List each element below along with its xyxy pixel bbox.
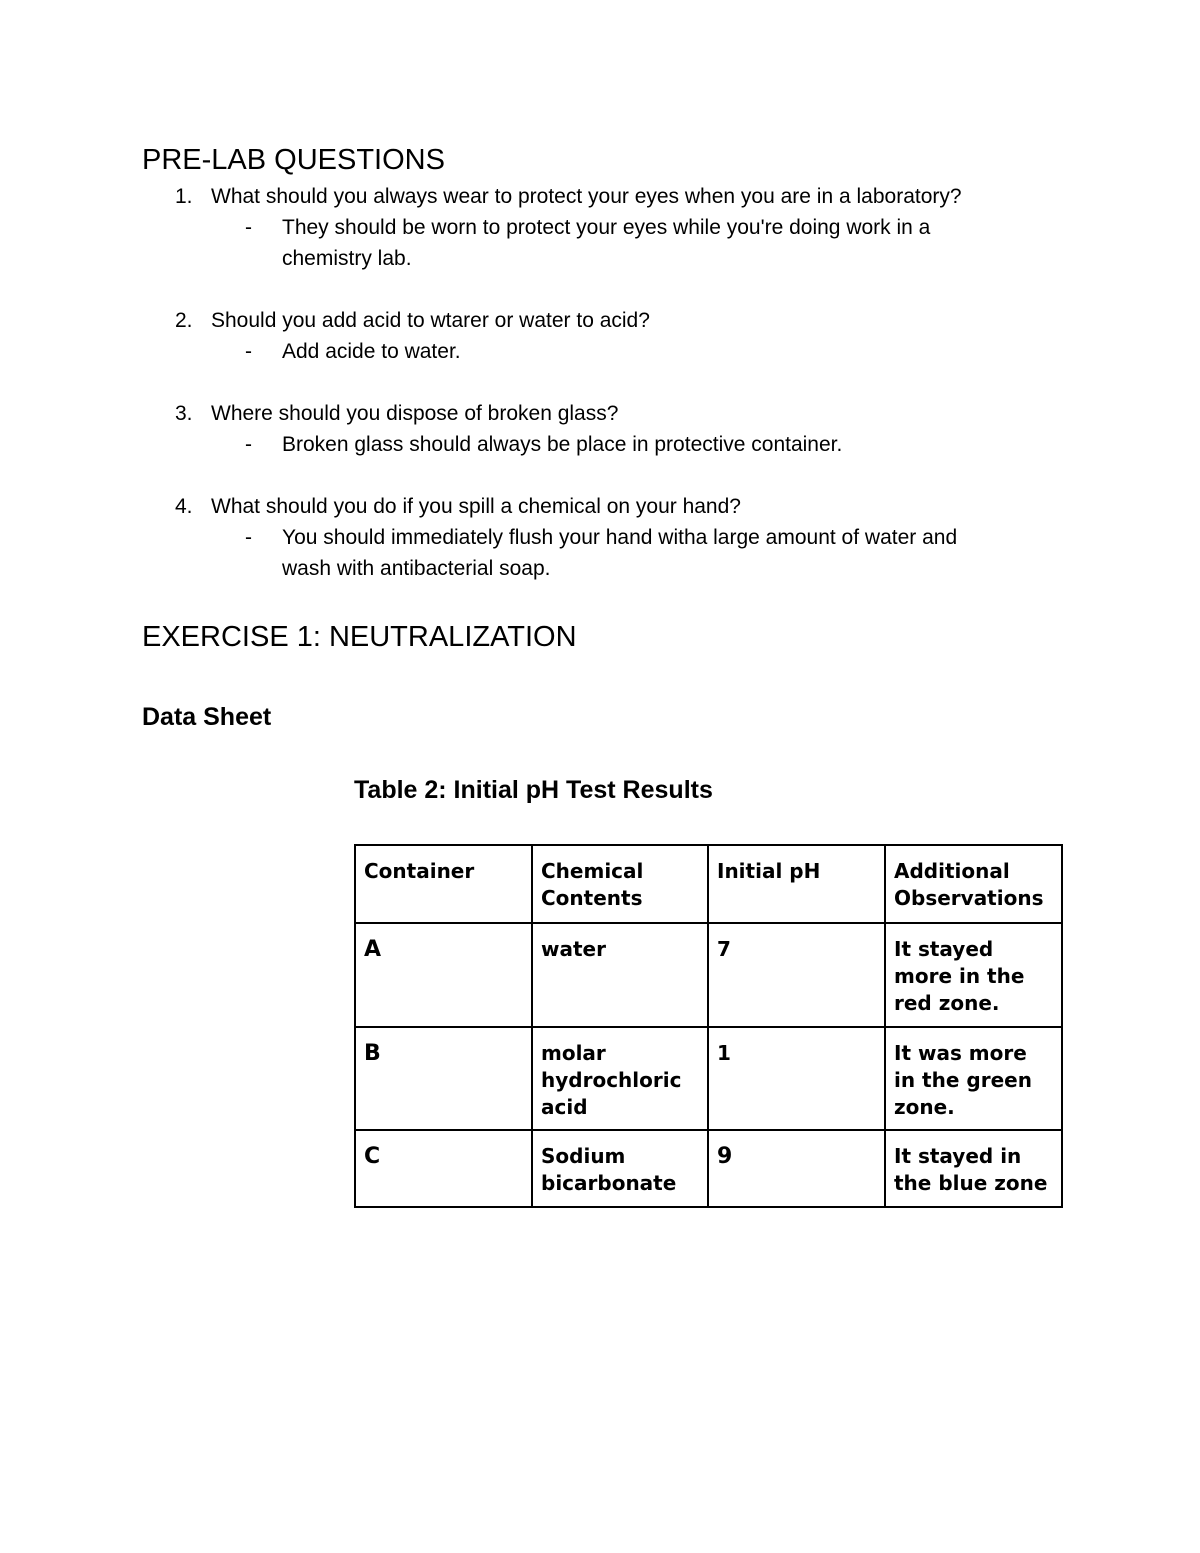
initial-ph-cell: 7 <box>708 923 885 1027</box>
observations-cell: It was more in the green zone. <box>885 1027 1062 1130</box>
chemical-contents-cell: Sodium bicarbonate <box>532 1130 708 1207</box>
chemical-contents-cell: water <box>532 923 708 1027</box>
observations-cell: It stayed in the blue zone <box>885 1130 1062 1207</box>
question-text: What should you always wear to protect your eyes when you are in a laboratory? <box>211 185 962 208</box>
answer-text: wash with antibacterial soap. <box>282 557 551 580</box>
question-text: Should you add acid to wtarer or water to acid? <box>211 309 650 332</box>
answer-dash: - <box>245 433 252 456</box>
answer-text: You should immediately flush your hand witha large amount of water and <box>282 526 958 549</box>
question-text: What should you do if you spill a chemical on your hand? <box>211 495 741 518</box>
header-container: Container <box>355 845 532 923</box>
table-row <box>355 1130 1062 1207</box>
container-cell: C <box>355 1130 532 1207</box>
container-cell: A <box>355 923 532 1027</box>
header-chemical-contents: Chemical Contents <box>532 845 708 923</box>
answer-text: chemistry lab. <box>282 247 412 270</box>
ph-results-table <box>354 844 1063 1208</box>
container-cell: B <box>355 1027 532 1130</box>
table-row <box>355 923 1062 1027</box>
answer-dash: - <box>245 216 252 239</box>
answer-text: They should be worn to protect your eyes while you're doing work in a <box>282 216 931 239</box>
header-initial-ph: Initial pH <box>708 845 885 923</box>
chemical-contents-cell: molar hydrochloric acid <box>532 1027 708 1130</box>
initial-ph-cell: 9 <box>708 1130 885 1207</box>
question-number: 4. <box>175 495 193 518</box>
question-number: 3. <box>175 402 193 425</box>
answer-text: Broken glass should always be place in protective container. <box>282 433 843 456</box>
initial-ph-cell: 1 <box>708 1027 885 1130</box>
answer-dash: - <box>245 526 252 549</box>
question-number: 1. <box>175 185 193 208</box>
answer-dash: - <box>245 340 252 363</box>
answer-text: Add acide to water. <box>282 340 461 363</box>
table-caption: Table 2: Initial pH Test Results <box>354 776 713 804</box>
question-number: 2. <box>175 309 193 332</box>
observations-cell: It stayed more in the red zone. <box>885 923 1062 1027</box>
question-text: Where should you dispose of broken glass? <box>211 402 619 425</box>
exercise-title: EXERCISE 1: NEUTRALIZATION <box>142 621 577 653</box>
prelab-title: PRE-LAB QUESTIONS <box>142 144 445 176</box>
table-row <box>355 1027 1062 1130</box>
table-header-row <box>355 845 1062 923</box>
header-additional-observations: Additional Observations <box>885 845 1062 923</box>
data-sheet-title: Data Sheet <box>142 703 272 731</box>
